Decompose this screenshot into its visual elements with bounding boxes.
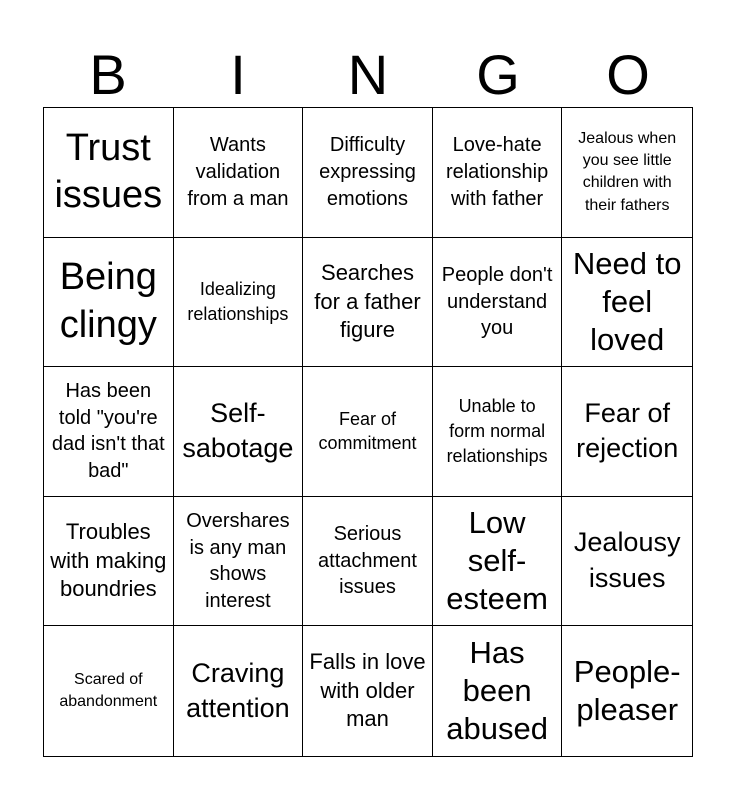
cell-text: Jealous when you see little children with their fathers: [578, 129, 677, 214]
bingo-cell[interactable]: [303, 367, 433, 497]
bingo-cell[interactable]: [303, 108, 433, 238]
cell-text: Wants validation from a man: [187, 134, 289, 210]
bingo-cell[interactable]: [433, 497, 563, 627]
cell-text: Love-hate relationship with father: [445, 134, 549, 210]
bingo-cell[interactable]: [433, 367, 563, 497]
cell-text: Has been told "you're dad isn't that bad": [51, 380, 165, 483]
bingo-cell[interactable]: [562, 497, 692, 627]
bingo-header: [43, 44, 693, 106]
cell-text: Jealousy issues: [573, 527, 681, 594]
bingo-cell[interactable]: [562, 626, 692, 756]
bingo-cell[interactable]: [562, 108, 692, 238]
cell-text: Overshares is any man shows interest: [186, 509, 290, 612]
bingo-cell[interactable]: [174, 367, 304, 497]
header-letter-n: N: [347, 43, 389, 106]
bingo-cell[interactable]: [303, 238, 433, 368]
bingo-cell[interactable]: [174, 626, 304, 756]
cell-text: Serious attachment issues: [318, 523, 417, 599]
bingo-cell[interactable]: [44, 497, 174, 627]
cell-text: Low self-esteem: [446, 505, 548, 616]
header-letter-g: G: [476, 43, 520, 106]
cell-text: Self-sabotage: [182, 397, 294, 464]
cell-text: Fear of commitment: [318, 408, 417, 454]
bingo-cell[interactable]: [562, 238, 692, 368]
bingo-cell[interactable]: [303, 497, 433, 627]
bingo-cell[interactable]: [303, 626, 433, 756]
header-letter-i: I: [230, 43, 246, 106]
cell-text: Being clingy: [59, 256, 157, 346]
bingo-cell[interactable]: [174, 238, 304, 368]
cell-text: Unable to form normal relationships: [446, 396, 548, 466]
cell-text: Searches for a father figure: [314, 260, 421, 343]
cell-text: People-pleaser: [573, 654, 681, 728]
bingo-cell[interactable]: [174, 108, 304, 238]
header-letter-b: B: [89, 43, 127, 106]
cell-text: Need to feel loved: [572, 246, 682, 357]
bingo-cell[interactable]: [562, 367, 692, 497]
bingo-cell[interactable]: [44, 626, 174, 756]
cell-text: Scared of abandonment: [59, 670, 158, 711]
cell-text: Idealizing relationships: [187, 279, 289, 324]
cell-text: People don't understand you: [441, 264, 553, 340]
bingo-cell[interactable]: [44, 367, 174, 497]
bingo-cell[interactable]: [433, 108, 563, 238]
cell-text: Fear of rejection: [576, 397, 679, 464]
bingo-cell[interactable]: [433, 626, 563, 756]
cell-text: Has been abused: [446, 635, 548, 747]
cell-text: Craving attention: [186, 657, 290, 724]
cell-text: Falls in love with older man: [309, 649, 426, 732]
bingo-board: [43, 107, 693, 757]
cell-text: Trust issues: [54, 126, 163, 217]
bingo-cell[interactable]: [44, 108, 174, 238]
bingo-cell[interactable]: [433, 238, 563, 368]
bingo-cell[interactable]: [174, 497, 304, 627]
cell-text: Troubles with making boundries: [50, 519, 167, 602]
cell-text: Difficulty expressing emotions: [319, 134, 416, 210]
bingo-cell[interactable]: [44, 238, 174, 368]
header-letter-o: O: [606, 43, 650, 106]
